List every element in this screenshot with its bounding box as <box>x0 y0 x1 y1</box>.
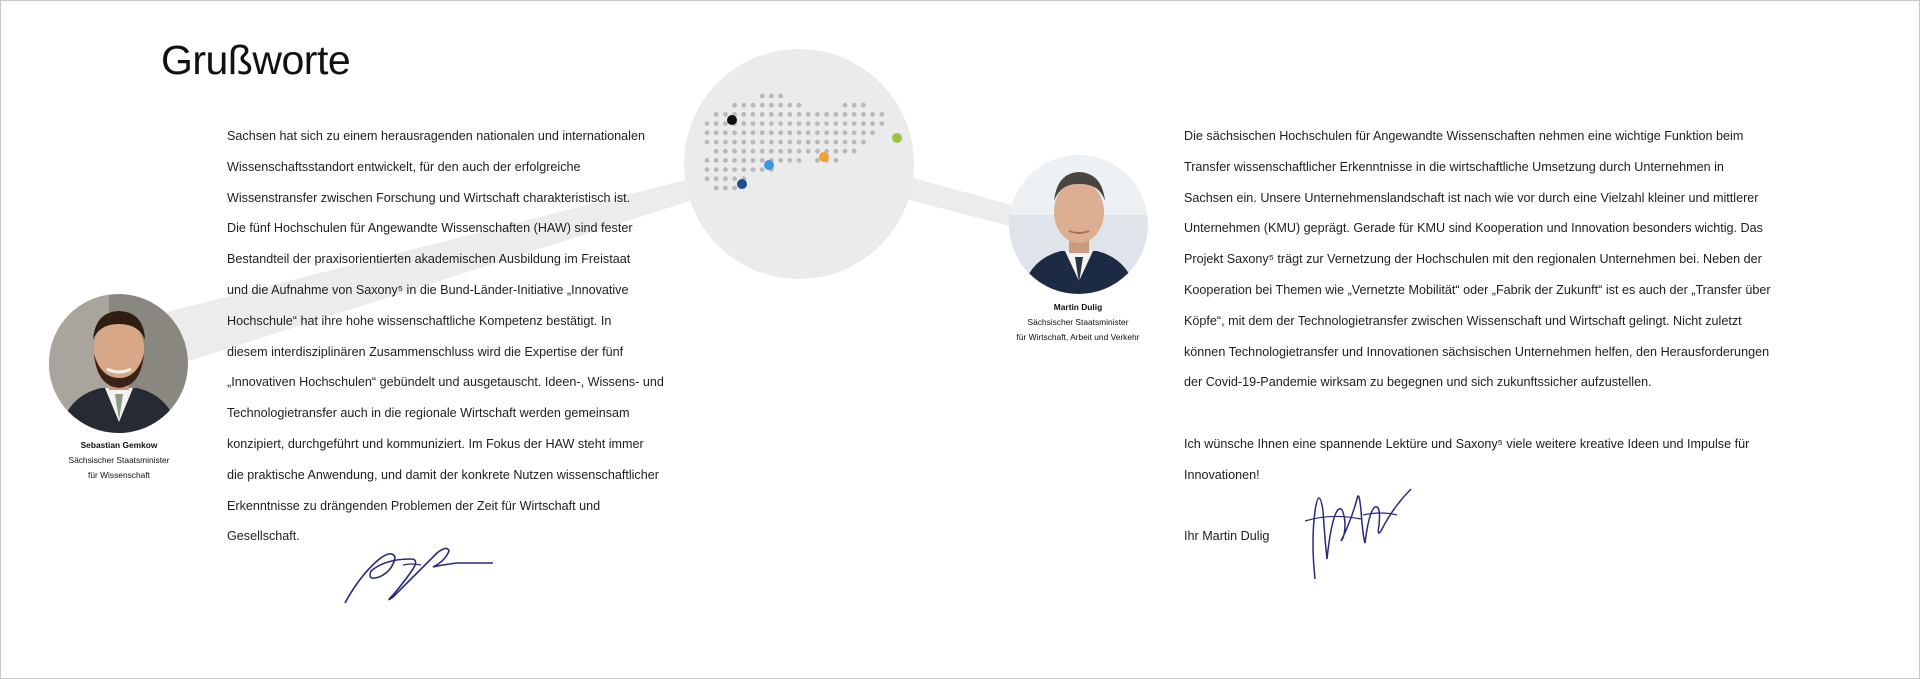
avatar-martin-dulig <box>1009 155 1148 294</box>
map-dot <box>732 130 737 135</box>
text-line: und die Aufnahme von Saxony⁵ in die Bund-Länder-Initiative „Innovative <box>227 282 629 297</box>
map-dot <box>741 158 746 163</box>
map-dot <box>824 140 829 145</box>
map-dot <box>714 130 719 135</box>
map-dot <box>833 149 838 154</box>
map-dot <box>705 140 710 145</box>
map-dot <box>732 158 737 163</box>
map-dot <box>824 112 829 117</box>
map-dot <box>833 140 838 145</box>
map-dot <box>843 103 848 108</box>
map-dot <box>714 140 719 145</box>
person-role: Sächsischer Staatsminister <box>1027 317 1129 327</box>
map-dot <box>833 112 838 117</box>
greeting-text-left <box>227 121 687 552</box>
map-dot <box>751 149 756 154</box>
map-dot <box>861 103 866 108</box>
map-dot <box>741 103 746 108</box>
map-dot <box>815 130 820 135</box>
map-dot <box>843 121 848 126</box>
text-line: Wissenstransfer zwischen Forschung und Wirtschaft charakteristisch ist. <box>227 190 631 205</box>
map-dot <box>723 121 728 126</box>
text-line: Projekt Saxony⁵ trägt zur Vernetzung der Hochschulen mit den regionalen Unternehmen bei. Neben der <box>1184 252 1762 267</box>
map-dot <box>769 121 774 126</box>
map-dot <box>741 121 746 126</box>
map-dot <box>769 103 774 108</box>
map-dot <box>870 112 875 117</box>
map-dot <box>723 176 728 181</box>
map-dot <box>760 158 765 163</box>
map-dot <box>714 149 719 154</box>
map-dot <box>760 112 765 117</box>
map-dot <box>843 140 848 145</box>
map-dot <box>806 149 811 154</box>
map-dot <box>787 103 792 108</box>
map-dot <box>824 130 829 135</box>
map-dot <box>797 130 802 135</box>
text-line: konzipiert, durchgeführt und kommuniziert. Im Fokus der HAW steht immer <box>227 436 644 451</box>
map-dot <box>852 103 857 108</box>
map-dot <box>714 176 719 181</box>
map-dot <box>879 121 884 126</box>
saxony-map-circle <box>684 49 914 279</box>
text-line: Gesellschaft. <box>227 529 300 544</box>
signature-dulig <box>1301 481 1416 581</box>
text-line: Hochschule“ hat ihre hohe wissenschaftliche Kompetenz bestätigt. In <box>227 313 612 328</box>
map-dot <box>751 167 756 172</box>
text-line: Erkenntnisse zu drängenden Problemen der Zeit für Wirtschaft und <box>227 498 601 513</box>
map-dot <box>833 130 838 135</box>
map-dot <box>778 112 783 117</box>
map-dot <box>843 130 848 135</box>
map-dot <box>705 176 710 181</box>
map-dot <box>815 112 820 117</box>
text-line: Ich wünsche Ihnen eine spannende Lektüre und Saxony⁵ viele weitere kreative Ideen und Impulse für <box>1184 436 1750 451</box>
map-dot <box>760 167 765 172</box>
map-dot <box>833 158 838 163</box>
text-line: der Covid-19-Pandemie wirksam zu begegnen und sich zukunftssicher aufzustellen. <box>1184 375 1652 390</box>
map-dot <box>870 121 875 126</box>
text-line: die praktische Anwendung, und damit der konkrete Nutzen wissenschaftlicher <box>227 467 659 482</box>
map-dot <box>760 103 765 108</box>
map-dot <box>751 130 756 135</box>
map-dot <box>741 167 746 172</box>
map-dot <box>723 158 728 163</box>
map-dot <box>714 112 719 117</box>
map-dot <box>760 94 765 99</box>
text-line: Köpfe“, mit dem der Technologietransfer zwischen Wissenschaft und Wirtschaft gelingt. Nicht zuletzt <box>1184 313 1742 328</box>
map-dot <box>806 121 811 126</box>
map-dot <box>723 130 728 135</box>
signature-gemkow <box>341 537 501 607</box>
text-line: diesem interdisziplinären Zusammenschluss wird die Expertise der fünf <box>227 344 624 359</box>
map-dot <box>806 140 811 145</box>
map-dot <box>797 112 802 117</box>
map-dot <box>833 121 838 126</box>
text-line: Sachsen hat sich zu einem herausragenden nationalen und internationalen <box>227 129 645 143</box>
map-dot <box>870 130 875 135</box>
map-dot <box>797 149 802 154</box>
map-dot <box>751 140 756 145</box>
map-dot <box>760 140 765 145</box>
marker-black <box>727 115 737 125</box>
map-dot <box>787 140 792 145</box>
map-dot <box>732 140 737 145</box>
marker-green <box>892 133 902 143</box>
map-dot <box>751 121 756 126</box>
map-dot <box>797 140 802 145</box>
map-dot <box>879 112 884 117</box>
text-line: können Technologietransfer und Innovationen sächsischen Unternehmen helfen, den Herausforderungen <box>1184 344 1770 359</box>
person-name: Martin Dulig <box>1053 302 1103 312</box>
map-dot <box>732 176 737 181</box>
connector-right <box>899 174 1021 229</box>
map-dot <box>705 121 710 126</box>
map-dot <box>769 94 774 99</box>
map-dot <box>714 167 719 172</box>
map-dot <box>852 149 857 154</box>
map-dot <box>806 130 811 135</box>
text-line: „Innovativen Hochschulen“ gebündelt und ausgetauscht. Ideen-, Wissens- und <box>227 375 664 390</box>
map-dot <box>861 112 866 117</box>
greeting-text-right <box>1184 121 1784 552</box>
map-dot <box>787 112 792 117</box>
map-dot <box>723 149 728 154</box>
page-title: Grußworte <box>161 37 351 83</box>
text-line: Transfer wissenschaftlicher Erkenntnisse in die wirtschaftliche Umsetzung durch Unternehmen in <box>1184 159 1724 174</box>
map-dot <box>806 112 811 117</box>
map-dot <box>861 130 866 135</box>
text-line: Die sächsischen Hochschulen für Angewandte Wissenschaften nehmen eine wichtige Funktion beim <box>1184 129 1744 143</box>
map-dot <box>751 103 756 108</box>
map-dot <box>751 112 756 117</box>
map-dot <box>732 149 737 154</box>
map-dot <box>751 158 756 163</box>
map-dot <box>769 140 774 145</box>
map-dot <box>723 167 728 172</box>
text-line: Kooperation bei Themen wie „Vernetzte Mobilität“ oder „Fabrik der Zukunft“ ist es auch der „Transfer über <box>1184 282 1771 297</box>
map-dot <box>741 112 746 117</box>
map-dot <box>732 186 737 191</box>
text-line: Wissenschaftsstandort entwickelt, für den auch der erfolgreiche <box>227 159 581 174</box>
map-dot <box>741 140 746 145</box>
text-line: Sachsen ein. Unsere Unternehmenslandschaft ist nach wie vor durch eine Vielzahl kleiner und mittlerer <box>1184 190 1759 205</box>
person-role: Sächsischer Staatsminister <box>68 455 170 465</box>
map-dot <box>714 158 719 163</box>
map-dot <box>824 121 829 126</box>
text-line: Technologietransfer auch in die regionale Wirtschaft werden gemeinsam <box>227 406 630 421</box>
map-dot <box>705 130 710 135</box>
map-dot <box>741 149 746 154</box>
map-dot <box>797 103 802 108</box>
map-dot <box>714 121 719 126</box>
map-dot <box>787 158 792 163</box>
map-dot <box>787 130 792 135</box>
map-dot <box>852 112 857 117</box>
caption-left <box>39 438 199 483</box>
person-role: für Wirtschaft, Arbeit und Verkehr <box>1016 332 1140 342</box>
map-dot <box>852 130 857 135</box>
map-dot <box>815 149 820 154</box>
avatar-sebastian-gemkow <box>49 294 188 433</box>
map-dot <box>769 112 774 117</box>
map-dot <box>843 149 848 154</box>
map-dot <box>787 149 792 154</box>
map-dot <box>778 130 783 135</box>
map-dot <box>760 130 765 135</box>
map-dot <box>797 158 802 163</box>
map-dot <box>705 158 710 163</box>
map-dot <box>852 121 857 126</box>
map-dot <box>815 158 820 163</box>
map-dot <box>769 130 774 135</box>
caption-right <box>998 300 1158 345</box>
map-dot <box>778 94 783 99</box>
map-dot <box>714 186 719 191</box>
text-line: Die fünf Hochschulen für Angewandte Wissenschaften (HAW) sind fester <box>227 221 633 236</box>
text-line: Unternehmen (KMU) geprägt. Gerade für KMU sind Kooperation und Innovation besonders wichtig. Das <box>1184 221 1763 236</box>
map-dot <box>723 186 728 191</box>
map-dot <box>843 112 848 117</box>
map-dot <box>861 121 866 126</box>
closing-line: Ihr Martin Dulig <box>1184 529 1270 544</box>
person-role: für Wissenschaft <box>88 470 150 480</box>
map-dot <box>741 130 746 135</box>
text-line: Bestandteil der praxisorientierten akademischen Ausbildung im Freistaat <box>227 252 631 267</box>
map-dot <box>723 112 728 117</box>
map-dot <box>760 149 765 154</box>
text-line: Innovationen! <box>1184 467 1260 482</box>
map-dot <box>797 121 802 126</box>
map-dot <box>778 158 783 163</box>
map-dot <box>778 149 783 154</box>
person-name: Sebastian Gemkow <box>80 440 158 450</box>
map-dot <box>778 121 783 126</box>
map-dot <box>723 140 728 145</box>
map-dot <box>778 140 783 145</box>
marker-darkblue <box>737 179 747 189</box>
map-dot <box>815 121 820 126</box>
map-dot <box>732 103 737 108</box>
map-dot <box>815 140 820 145</box>
marker-blue <box>764 160 774 170</box>
map-dot <box>760 121 765 126</box>
map-dot <box>852 140 857 145</box>
map-dot <box>732 167 737 172</box>
map-dot <box>705 167 710 172</box>
map-dot <box>778 103 783 108</box>
map-dot <box>787 121 792 126</box>
map-dot <box>861 140 866 145</box>
marker-orange <box>819 152 829 162</box>
map-dot <box>769 149 774 154</box>
